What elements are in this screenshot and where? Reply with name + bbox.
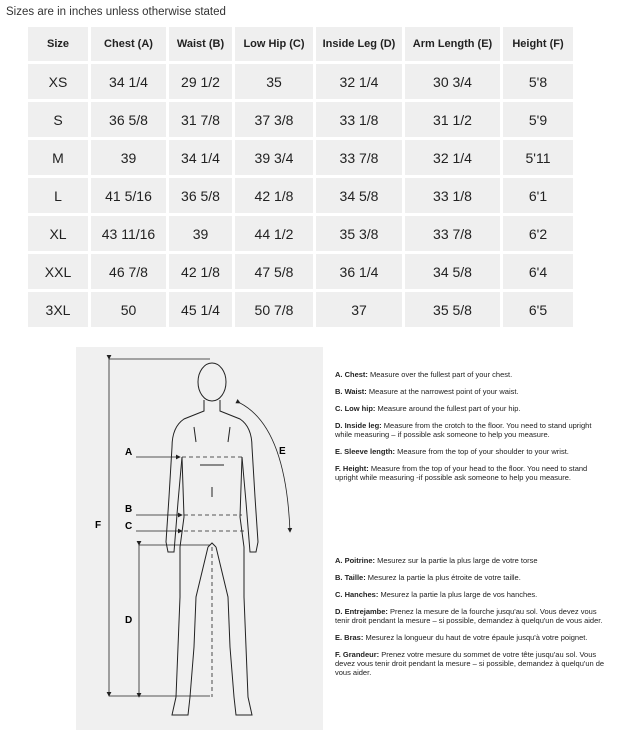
label-e: E <box>279 446 286 457</box>
table-cell: 34 5/8 <box>405 254 500 289</box>
label-d: D <box>125 615 133 626</box>
table-row <box>28 178 573 213</box>
table-cell: 32 1/4 <box>316 64 402 99</box>
note-bras: E. Bras: Mesurez la longueur du haut de votre épaule jusqu'à votre poignet. <box>335 633 588 642</box>
table-cell: 35 5/8 <box>405 292 500 327</box>
table-cell: 5'8 <box>503 64 573 99</box>
table-cell: 29 1/2 <box>169 64 232 99</box>
note-chest: A. Chest: Measure over the fullest part of your chest. <box>335 370 513 379</box>
note-poitrine: A. Poitrine: Mesurez sur la partie la plus large de votre torse <box>335 556 538 565</box>
label-b: B <box>125 504 133 515</box>
table-cell: 42 1/8 <box>169 254 232 289</box>
table-row <box>28 292 573 327</box>
note-sleeve-length: E. Sleeve length: Measure from the top of your shoulder to your wrist. <box>335 447 569 456</box>
table-cell: 39 <box>169 216 232 251</box>
table-cell: 41 5/16 <box>91 178 166 213</box>
table-cell: 31 7/8 <box>169 102 232 137</box>
table-cell: 6'1 <box>503 178 573 213</box>
table-cell: 35 <box>235 64 313 99</box>
table-cell: 33 1/8 <box>316 102 402 137</box>
table-cell: 36 5/8 <box>91 102 166 137</box>
table-cell: 39 3/4 <box>235 140 313 175</box>
table-row <box>28 102 573 137</box>
table-cell: 34 5/8 <box>316 178 402 213</box>
table-cell: 46 7/8 <box>91 254 166 289</box>
label-c: C <box>125 521 133 532</box>
size-chart-table <box>25 24 576 330</box>
note-waist: B. Waist: Measure at the narrowest point of your waist. <box>335 387 519 396</box>
table-cell: 36 5/8 <box>169 178 232 213</box>
table-cell: L <box>28 178 88 213</box>
table-cell: 30 3/4 <box>405 64 500 99</box>
table-cell: 50 <box>91 292 166 327</box>
note-inside-leg: D. Inside leg: Measure from the crotch to the floor. You need to stand upright while measuring – if possible ask someone to help you measure. <box>335 421 592 439</box>
table-row <box>28 64 573 99</box>
table-row <box>28 216 573 251</box>
table-cell: 33 7/8 <box>405 216 500 251</box>
header-chest: Chest (A) <box>91 27 166 61</box>
table-header-row <box>28 27 573 61</box>
table-cell: 6'4 <box>503 254 573 289</box>
table-cell: S <box>28 102 88 137</box>
measurement-notes-french <box>335 556 605 685</box>
table-cell: 37 3/8 <box>235 102 313 137</box>
table-cell: 50 7/8 <box>235 292 313 327</box>
table-cell: 34 1/4 <box>169 140 232 175</box>
measurement-diagram <box>76 347 323 730</box>
header-height: Height (F) <box>503 27 573 61</box>
table-cell: 6'2 <box>503 216 573 251</box>
table-cell: 36 1/4 <box>316 254 402 289</box>
header-arm-length: Arm Length (E) <box>405 27 500 61</box>
table-cell: 31 1/2 <box>405 102 500 137</box>
table-cell: 3XL <box>28 292 88 327</box>
table-cell: 33 1/8 <box>405 178 500 213</box>
table-cell: 42 1/8 <box>235 178 313 213</box>
table-cell: 47 5/8 <box>235 254 313 289</box>
table-cell: XL <box>28 216 88 251</box>
table-row <box>28 140 573 175</box>
table-cell: XXL <box>28 254 88 289</box>
table-cell: 39 <box>91 140 166 175</box>
header-low-hip: Low Hip (C) <box>235 27 313 61</box>
note-taille: B. Taille: Mesurez la partie la plus étroite de votre taille. <box>335 573 521 582</box>
table-cell: 5'9 <box>503 102 573 137</box>
table-cell: 45 1/4 <box>169 292 232 327</box>
note-grandeur: F. Grandeur: Prenez votre mesure du sommet de votre tête jusqu'au sol. Vous devez vous tenir droit pendant la mesure – si possible, demandez à quelqu'un de vous aider. <box>335 650 605 677</box>
table-cell: 32 1/4 <box>405 140 500 175</box>
note-entrejambe: D. Entrejambe: Prenez la mesure de la fourche jusqu'au sol. Vous devez vous tenir droit pendant la mesure – si possible, demandez à quelqu'un de vous aider. <box>335 607 603 625</box>
body-figure-illustration <box>76 347 323 730</box>
note-height: F. Height: Measure from the top of your head to the floor. You need to stand upright while measuring -if possible ask someone to help you measure. <box>335 464 588 482</box>
table-cell: 37 <box>316 292 402 327</box>
table-cell: 33 7/8 <box>316 140 402 175</box>
table-cell: 6'5 <box>503 292 573 327</box>
label-a: A <box>125 447 133 458</box>
measurement-notes-english <box>335 370 605 490</box>
table-cell: 44 1/2 <box>235 216 313 251</box>
note-low-hip: C. Low hip: Measure around the fullest part of your hip. <box>335 404 521 413</box>
header-waist: Waist (B) <box>169 27 232 61</box>
table-cell: XS <box>28 64 88 99</box>
table-cell: 43 11/16 <box>91 216 166 251</box>
header-inside-leg: Inside Leg (D) <box>316 27 402 61</box>
measurement-lines <box>109 359 290 697</box>
header-size: Size <box>28 27 88 61</box>
table-cell: 34 1/4 <box>91 64 166 99</box>
table-cell: M <box>28 140 88 175</box>
label-f: F <box>95 520 102 531</box>
table-cell: 5'11 <box>503 140 573 175</box>
note-hanches: C. Hanches: Mesurez la partie la plus large de vos hanches. <box>335 590 538 599</box>
size-units-caption: Sizes are in inches unless otherwise stated <box>6 6 226 18</box>
table-cell: 35 3/8 <box>316 216 402 251</box>
table-row <box>28 254 573 289</box>
